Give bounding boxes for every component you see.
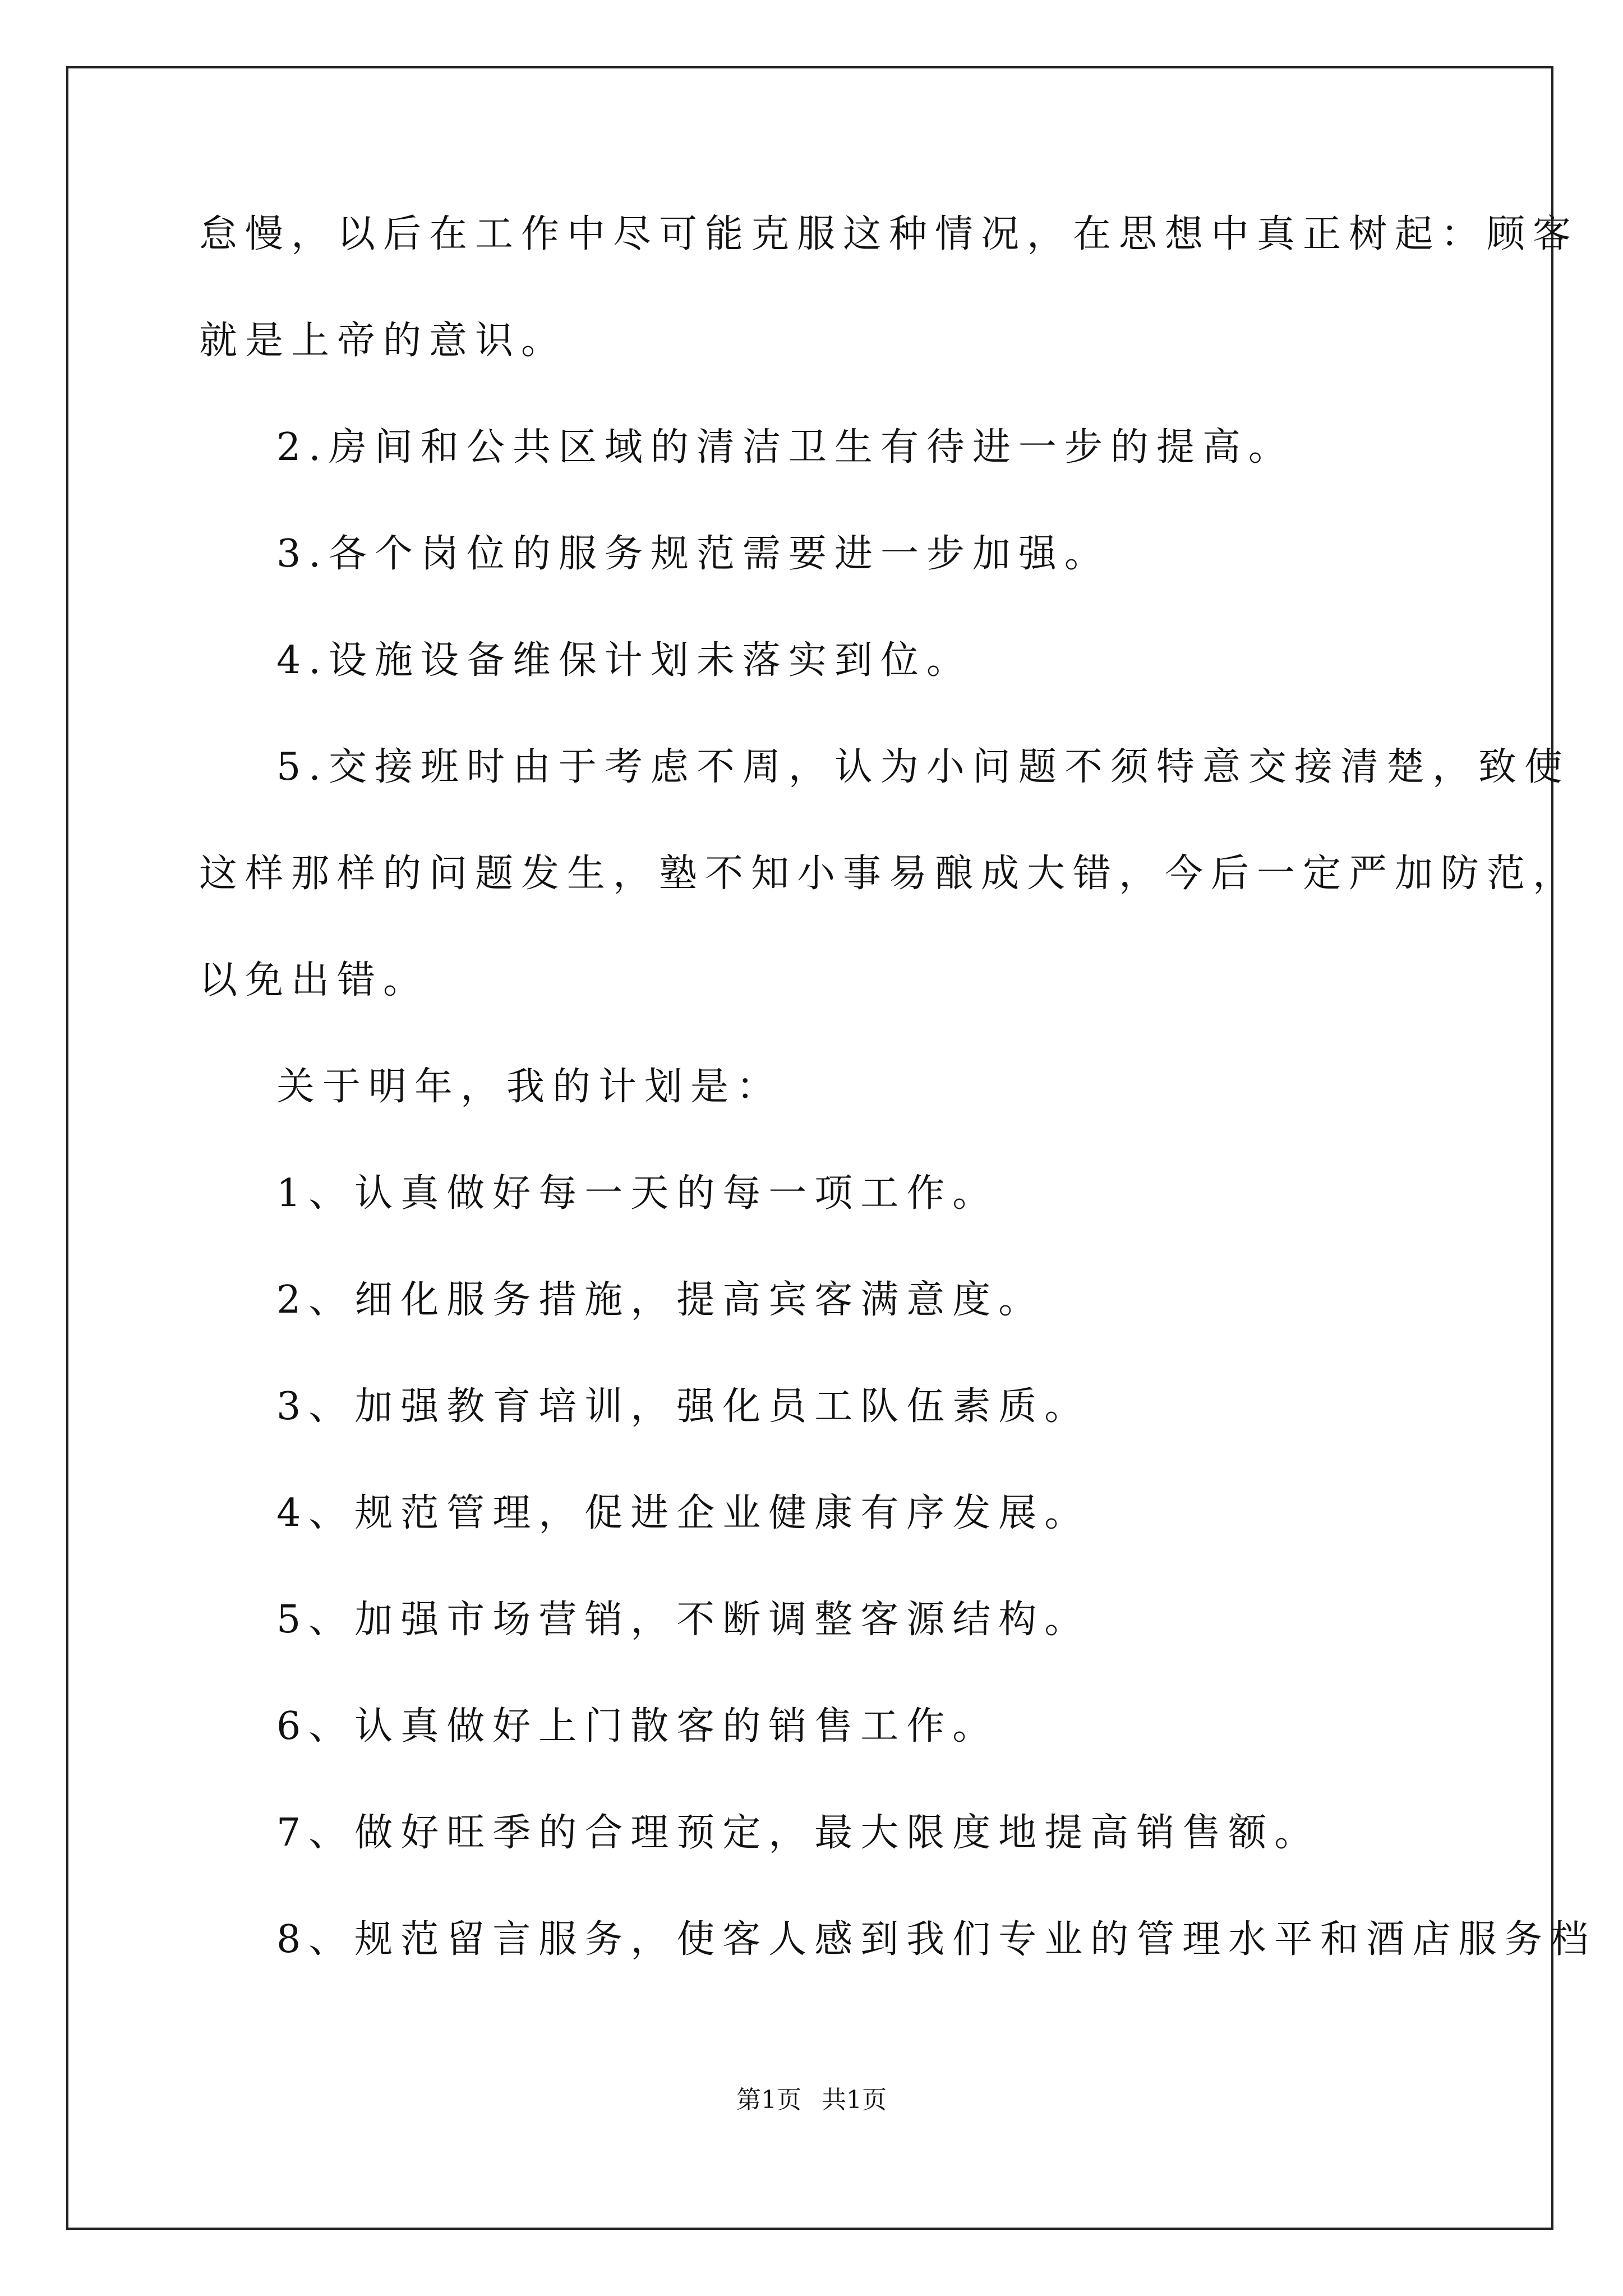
- list-item: 7、做好旺季的合理预定，最大限度地提高销售额。: [276, 1811, 1321, 1855]
- list-item: 8、规范留言服务，使客人感到我们专业的管理水平和酒店服务档: [276, 1917, 1597, 1962]
- list-item: 3、加强教育培训，强化员工队伍素质。: [276, 1384, 1091, 1429]
- paragraph-line: 2.房间和公共区域的清洁卫生有待进一步的提高。: [276, 425, 1294, 470]
- paragraph-line: 以免出错。: [199, 958, 430, 1002]
- list-item: 4、规范管理，促进企业健康有序发展。: [276, 1491, 1091, 1535]
- paragraph-line: 4.设施设备维保计划未落实到位。: [276, 638, 972, 683]
- paragraph-line: 这样那样的问题发生，塾不知小事易酿成大错，今后一定严加防范，: [199, 852, 1579, 896]
- paragraph-line: 就是上帝的意识。: [199, 319, 568, 363]
- list-item: 1、认真做好每一天的每一项工作。: [276, 1171, 999, 1216]
- paragraph-line: 关于明年，我的计划是：: [276, 1065, 783, 1109]
- paragraph-line: 5.交接班时由于考虑不周，认为小问题不须特意交接清楚，致使: [276, 745, 1570, 789]
- page-footer: [0, 2085, 1623, 2116]
- list-item: 2、细化服务措施，提高宾客满意度。: [276, 1278, 1045, 1322]
- page-number-total: 共1页: [822, 2086, 887, 2114]
- page-number-current: 第1页: [736, 2086, 801, 2114]
- paragraph-line: 3.各个岗位的服务规范需要进一步加强。: [276, 532, 1110, 576]
- list-item: 5、加强市场营销，不断调整客源结构。: [276, 1598, 1091, 1642]
- page-frame: [66, 66, 1553, 2230]
- list-item: 6、认真做好上门散客的销售工作。: [276, 1704, 999, 1749]
- paragraph-line: 怠慢，以后在工作中尽可能克服这种情况，在思想中真正树起：顾客: [199, 212, 1579, 256]
